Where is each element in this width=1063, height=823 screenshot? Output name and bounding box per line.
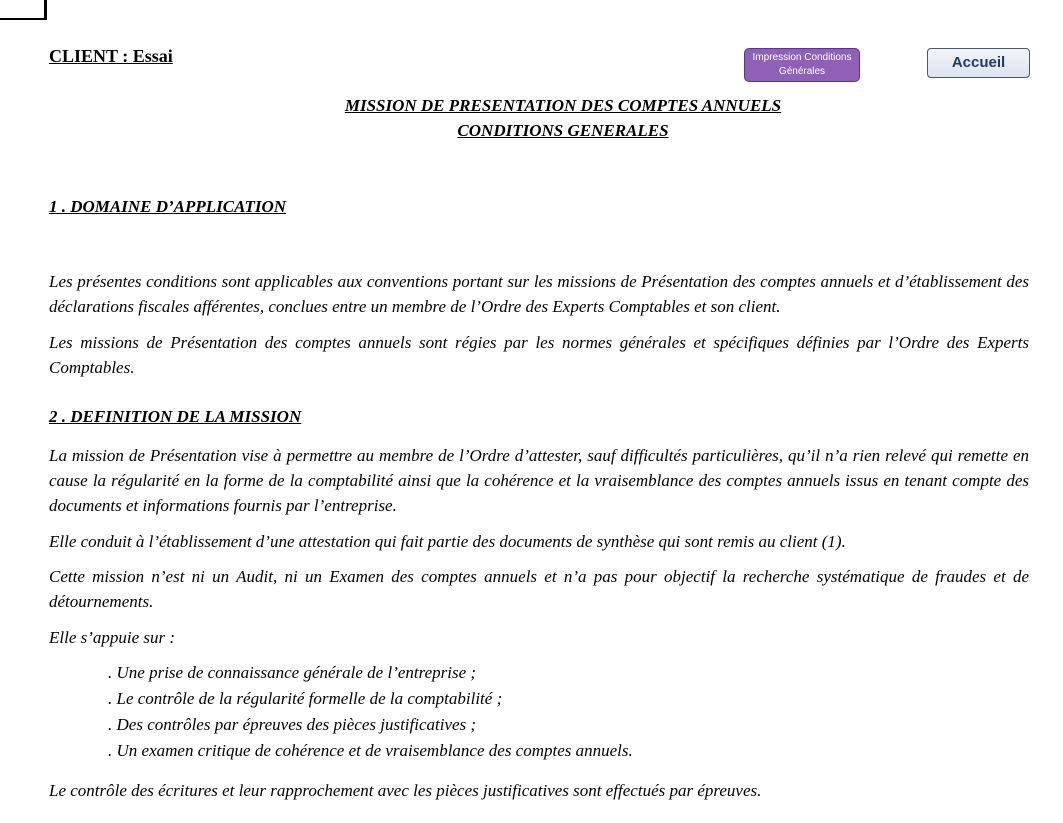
paragraph: La mission de Présentation vise à permettre au membre de l’Ordre d’attester, sauf difficultés particulières, qu’il n’a rien relevé qui remette en cause la régularité en la forme de la comptabilité ainsi que la cohérence et la vraisemblance des comptes annuels issus en tenant compte des documents et informations fournis par l’entreprise.	[49, 446, 1029, 515]
paragraph: Elle conduit à l’établissement d’une attestation qui fait partie des documents de synthèse qui sont remis au client (1).	[49, 532, 846, 551]
paragraph: Le contrôle des écritures et leur rapprochement avec les pièces justificatives sont effectués par épreuves.	[49, 781, 762, 800]
paragraph: Les missions de Présentation des comptes annuels sont régies par les normes générales et spécifiques définies par l’Ordre des Experts Comptables.	[49, 333, 1029, 377]
list-item: . Des contrôles par épreuves des pièces justificatives ;	[108, 715, 477, 734]
list-item: . Un examen critique de cohérence et de vraisemblance des comptes annuels.	[108, 741, 633, 760]
home-button[interactable]: Accueil	[927, 48, 1030, 78]
document-subtitle: CONDITIONS GENERALES	[457, 121, 669, 140]
list-item: . Une prise de connaissance générale de l’entreprise ;	[108, 663, 477, 682]
print-conditions-button[interactable]: Impression Conditions Générales	[744, 48, 860, 82]
paragraph: Elle s’appuie sur :	[49, 628, 176, 647]
client-label: CLIENT : Essai	[49, 46, 173, 66]
corner-mark	[0, 0, 47, 20]
list-item: . Le contrôle de la régularité formelle de la comptabilité ;	[108, 689, 503, 708]
paragraph: Les présentes conditions sont applicables aux conventions portant sur les missions de Présentation des comptes annuels et d’établissement des déclarations fiscales afférentes, conclues entre un membre de l’Ordre des Experts Comptables et son client.	[49, 272, 1029, 316]
section-heading-domaine: 1 . DOMAINE D’APPLICATION	[49, 197, 287, 216]
paragraph: Cette mission n’est ni un Audit, ni un Examen des comptes annuels et n’a pas pour objectif la recherche systématique de fraudes et de détournements.	[49, 567, 1029, 611]
document-title: MISSION DE PRESENTATION DES COMPTES ANNUELS	[344, 96, 782, 115]
section-heading-definition: 2 . DEFINITION DE LA MISSION	[49, 407, 302, 426]
bullet-list	[108, 660, 633, 764]
